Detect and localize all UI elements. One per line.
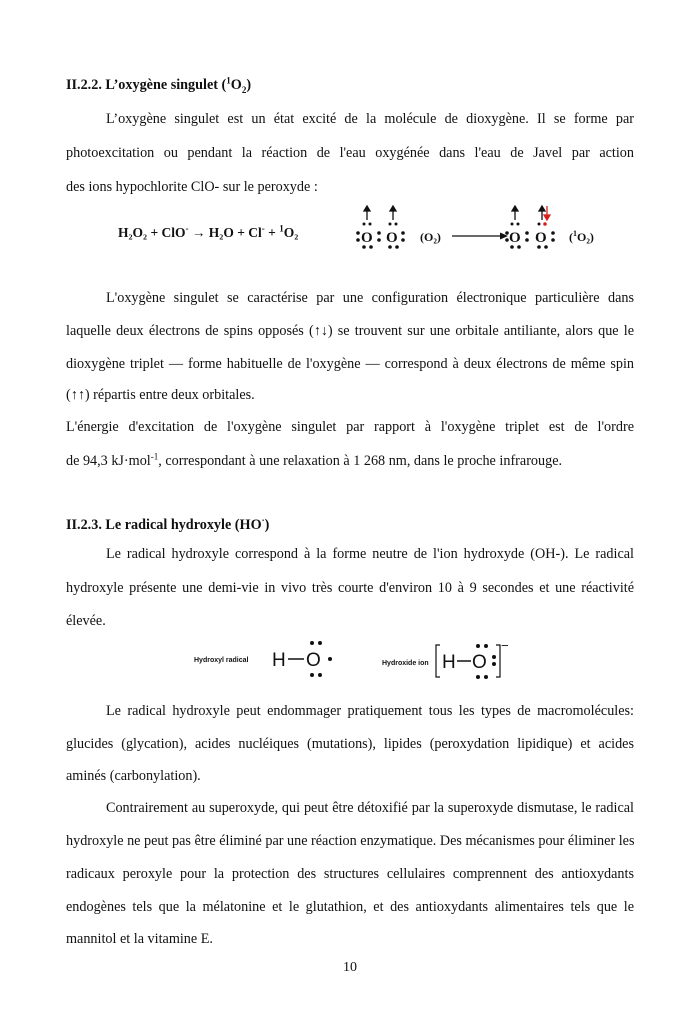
paragraph-line: aminés (carbonylation). [66, 768, 201, 784]
oxygen-atom-4: O [535, 230, 547, 246]
section-heading-hydroxyl-radical: II.2.3. Le radical hydroxyle (HO·) [66, 515, 270, 533]
hydrogen-atom-ion: H [442, 652, 456, 673]
paragraph-line: hydroxyle ne peut pas être éliminé par une réaction enzymatique. Des mécanismes pour éliminer les [66, 833, 635, 849]
hydrogen-atom: H [272, 650, 286, 671]
oxygen-atom: O [306, 650, 321, 671]
paragraph-line: radicaux peroxyle pour la protection des structures cellulaires comprennent des antioxydants [66, 866, 634, 882]
paragraph-line: photoexcitation ou pendant la réaction de l'eau oxygénée dans l'eau de Javel par action [66, 145, 634, 161]
paragraph-line: Contrairement au superoxyde, qui peut être détoxifié par la superoxyde dismutase, le radical [106, 800, 634, 816]
oxygen-atom-2: O [386, 230, 398, 246]
spin-up-arrow-icon [364, 206, 396, 220]
negative-charge: − [501, 638, 509, 653]
oxygen-atom-1: O [361, 230, 373, 246]
oxygen-atom-ion: O [472, 652, 487, 673]
paragraph-line: dioxygène triplet — forme habituelle de l'oxygène — correspond à deux électrons de même spin [66, 356, 634, 372]
paragraph-line: L'oxygène singulet se caractérise par une configuration électronique particulière dans [106, 290, 634, 306]
paragraph-line: L’oxygène singulet est un état excité de la molécule de dioxygène. Il se forme par [106, 111, 634, 127]
paragraph-line: élevée. [66, 613, 106, 629]
section-heading-singlet-oxygen: II.2.2. L’oxygène singulet $(^1O_2)$ [66, 75, 252, 95]
page-number: 10 [343, 960, 357, 975]
paragraph-line: mannitol et la vitamine E. [66, 931, 213, 947]
hydroxyl-lewis-figure [190, 636, 520, 686]
singlet-label: ($^1$O₂) [569, 229, 594, 244]
oxygen-atom-3: O [509, 230, 521, 246]
oxygen-spin-diagram [350, 200, 610, 256]
paragraph-line: de 94,3 kJ·mol$^{-1}$, correspondant à une relaxation à 1 268 nm, dans le proche infrarouge. [66, 451, 563, 469]
paragraph-line: (↑↑) répartis entre deux orbitales. [66, 387, 255, 403]
spin-pair-arrow-icon [512, 206, 545, 220]
hydroxyl-radical-label: Hydroxyl radical [194, 657, 249, 664]
reaction-equation: H₂O₂ + ClO- → H₂O + Cl- + $^1$O₂ [118, 223, 299, 240]
paragraph-line: Le radical hydroxyle peut endommager pratiquement tous les types de macromolécules: [106, 703, 634, 719]
spin-diagram-svg [350, 200, 610, 256]
paragraph-line: glucides (glycation), acides nucléiques (mutations), lipides (peroxydation lipidique) et acides [66, 736, 634, 752]
paragraph-line: endogènes tels que la mélatonine et le glutathion, et des antioxydants alimentaires tels que le [66, 899, 634, 915]
paragraph-line: des ions hypochlorite ClO- sur le peroxyde : [66, 179, 318, 195]
paragraph-line: laquelle deux électrons de spins opposés (↑↓) se trouvent sur une orbitale antiliante, alors que le [66, 323, 634, 339]
paragraph-line: Le radical hydroxyle correspond à la forme neutre de l'ion hydroxyde (OH-). Le radical [106, 546, 634, 562]
triplet-label: (O₂) [420, 230, 441, 244]
paragraph-line: hydroxyle présente une demi-vie in vivo très courte d'environ 10 à 9 secondes et une réactivité [66, 580, 634, 596]
paragraph-line: L'énergie d'excitation de l'oxygène singulet par rapport à l'oxygène triplet est de l'ordre [66, 419, 634, 435]
hydroxide-ion-label: Hydroxide ion [382, 660, 429, 667]
spin-down-arrow-icon [544, 206, 550, 220]
hydroxyl-figure-svg [190, 636, 520, 686]
